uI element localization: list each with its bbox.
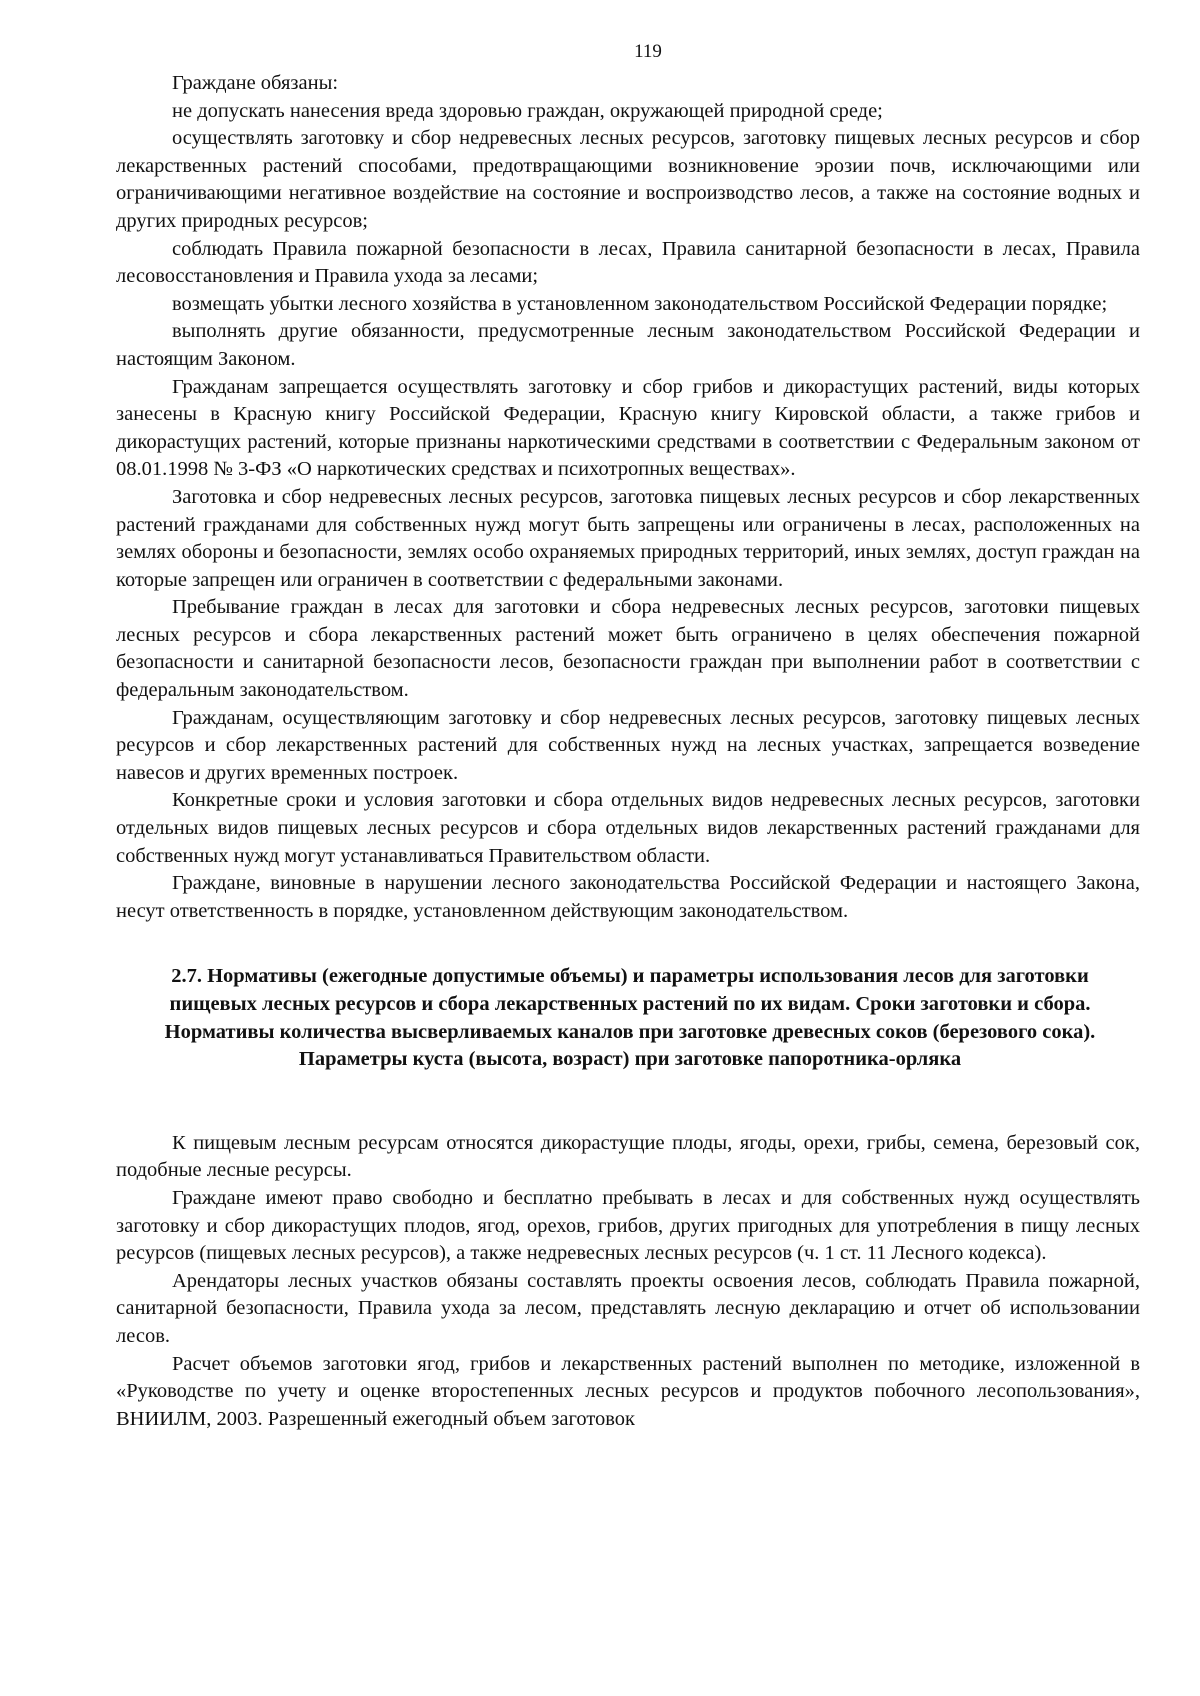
paragraph: не допускать нанесения вреда здоровью граждан, окружающей природной среде; xyxy=(172,99,883,122)
paragraph: Расчет объемов заготовки ягод, грибов и лекарственных растений выполнен по методике, изложенной в «Руководстве по учету и оценке второстепенных лесных ресурсов и продуктов побочного лесопользования», ВНИИЛМ, 2003. Разрешенный ежегодный объем заготовок xyxy=(116,1352,1140,1430)
section-heading: 2.7. Нормативы (ежегодные допустимые объемы) и параметры использования лесов для заготовки пищевых лесных ресурсов и сбора лекарственных растений по их видам. Сроки заготовки и сбора. Нормативы количества высверливаемых каналов при заготовке древесных соков (березового сока). Параметры куста (высота, возраст) при заготовке папоротника-орляка xyxy=(164,965,1096,1071)
paragraph: возмещать убытки лесного хозяйства в установленном законодательством Российской Федерации порядке; xyxy=(172,292,1108,315)
paragraph: Гражданам запрещается осуществлять заготовку и сбор грибов и дикорастущих растений, виды которых занесены в Красную книгу Российской Федерации, Красную книгу Кировской области, а также грибов и дикорастущих растений, которые признаны наркотическими средствами в соответствии с Федеральным законом от 08.01.1998 № 3-ФЗ «О наркотических средствах и психотропных веществах». xyxy=(116,375,1140,481)
paragraph: Гражданам, осуществляющим заготовку и сбор недревесных лесных ресурсов, заготовку пищевых лесных ресурсов и сбор лекарственных растений для собственных нужд на лесных участках, запрещается возведение навесов и других временных построек. xyxy=(116,706,1140,784)
paragraph: Граждане имеют право свободно и бесплатно пребывать в лесах и для собственных нужд осуществлять заготовку и сбор дикорастущих плодов, ягод, орехов, грибов, других пригодных для употребления в пищу лесных ресурсов (пищевых лесных ресурсов), а также недревесных лесных ресурсов (ч. 1 ст. 11 Лесного кодекса). xyxy=(116,1186,1140,1265)
paragraph: Граждане обязаны: xyxy=(172,72,339,94)
paragraph: Заготовка и сбор недревесных лесных ресурсов, заготовка пищевых лесных ресурсов и сбор лекарственных растений гражданами для собственных нужд могут быть запрещены или ограничены в лесах, расположенных на землях обороны и безопасности, землях особо охраняемых природных территорий, иных землях, доступ граждан на которые запрещен или ограничен в соответствии с федеральными законами. xyxy=(116,485,1140,591)
paragraph: Конкретные сроки и условия заготовки и сбора отдельных видов недревесных лесных ресурсов, заготовки отдельных видов пищевых лесных ресурсов и сбора отдельных видов лекарственных растений гражданами для собственных нужд могут устанавливаться Правительством области. xyxy=(116,789,1140,867)
paragraph: К пищевым лесным ресурсам относятся дикорастущие плоды, ягоды, орехи, грибы, семена, березовый сок, подобные лесные ресурсы. xyxy=(116,1131,1140,1182)
paragraph: Арендаторы лесных участков обязаны составлять проекты освоения лесов, соблюдать Правила пожарной, санитарной безопасности, Правила ухода за лесом, представлять лесную декларацию и отчет об использовании лесов. xyxy=(116,1269,1140,1347)
paragraph: выполнять другие обязанности, предусмотренные лесным законодательством Российской Федерации и настоящим Законом. xyxy=(116,320,1140,370)
paragraph: Пребывание граждан в лесах для заготовки и сбора недревесных лесных ресурсов, заготовки пищевых лесных ресурсов и сбора лекарственных растений может быть ограничено в целях обеспечения пожарной безопасности и санитарной безопасности лесов, безопасности граждан при выполнении работ в соответствии с федеральным законодательством. xyxy=(116,596,1140,702)
page-number: 119 xyxy=(634,41,662,62)
paragraph: осуществлять заготовку и сбор недревесных лесных ресурсов, заготовку пищевых лесных ресурсов и сбор лекарственных растений способами, предотвращающими возникновение эрозии почв, исключающими или ограничивающими негативное воздействие на состояние и воспроизводство лесов, а также на состояние водных и других природных ресурсов; xyxy=(116,127,1140,232)
paragraph: соблюдать Правила пожарной безопасности в лесах, Правила санитарной безопасности в лесах, Правила лесовосстановления и Правила ухода за лесами; xyxy=(116,237,1140,288)
paragraph: Граждане, виновные в нарушении лесного законодательства Российской Федерации и настоящего Закона, несут ответственность в порядке, установленном действующим законодательством. xyxy=(116,872,1140,922)
